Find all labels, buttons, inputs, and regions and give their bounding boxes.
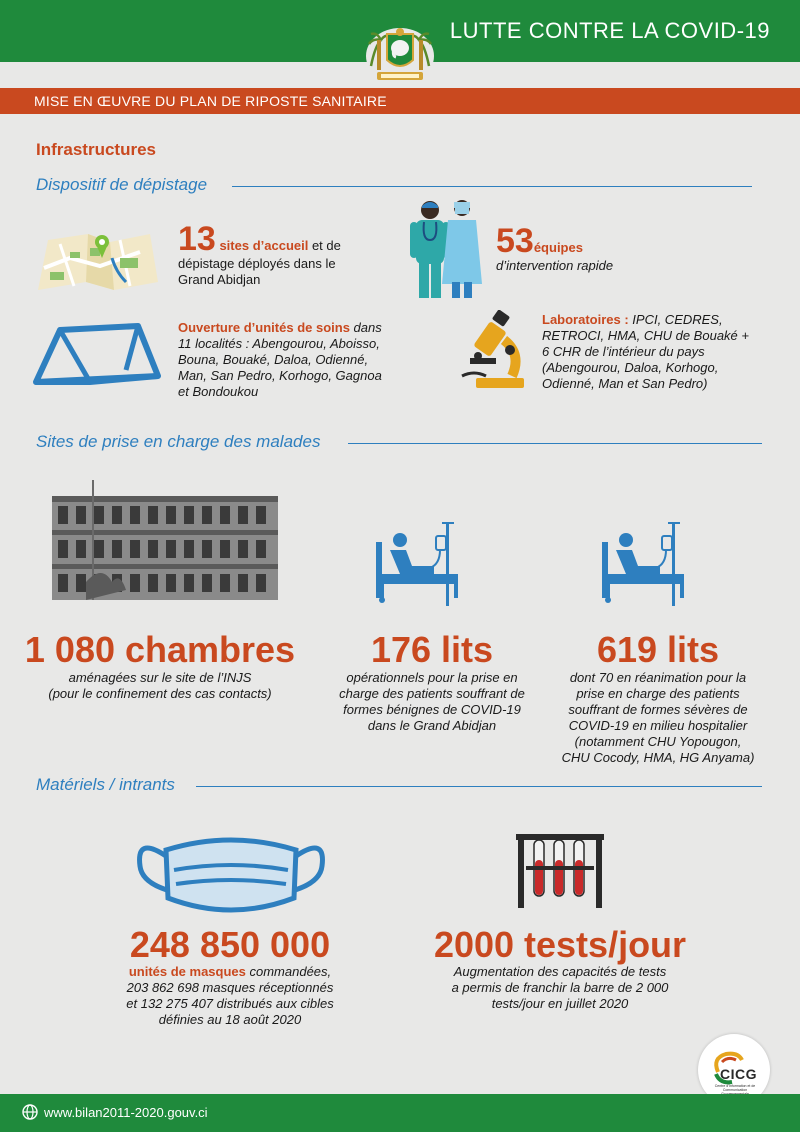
laboratoires-block — [542, 312, 782, 392]
test-tubes-icon — [514, 830, 606, 912]
lits176-line3: formes bénignes de COVID-19 — [343, 702, 521, 717]
tent-icon — [30, 320, 162, 388]
globe-icon — [22, 1104, 38, 1120]
lits176-block — [322, 630, 542, 734]
tests-line2: a permis de franchir la barre de 2 000 — [451, 980, 669, 995]
lits176-line2: charge des patients souffrant de — [339, 686, 525, 701]
equipes-line2: d’intervention rapide — [496, 258, 614, 273]
tests-block — [420, 926, 700, 1012]
chambres-block — [20, 630, 300, 702]
section-band — [0, 88, 800, 114]
lits619-line5: (notamment CHU Yopougon, — [574, 734, 742, 749]
sites-bold: sites d’accueil — [219, 238, 309, 253]
tests-line3: tests/jour en juillet 2020 — [491, 996, 629, 1011]
medical-staff-icon — [408, 196, 488, 304]
unites-line4: Man, San Pedro, Korhogo, Gagnoa — [178, 368, 382, 383]
materiels-heading: Matériels / intrants — [36, 775, 175, 794]
footer-url-link[interactable]: www.bilan2011-2020.gouv.ci — [44, 1105, 208, 1120]
lits619-line6: CHU Cocody, HMA, HG Anyama) — [561, 750, 755, 765]
laboratoires-line1: IPCI, CEDRES, — [628, 312, 723, 327]
equipes-number: 53 — [496, 222, 534, 260]
lits619-line2: prise en charge des patients — [576, 686, 740, 701]
unites-line2: 11 localités : Abengourou, Aboisso, — [178, 336, 380, 351]
lits619-line1: dont 70 en réanimation pour la — [569, 670, 747, 685]
unites-bold: Ouverture d’unités de soins — [178, 320, 350, 335]
prise-en-charge-heading: Sites de prise en charge des malades — [36, 432, 321, 451]
hospital-bed-icon — [372, 518, 468, 608]
laboratoires-bold: Laboratoires : — [542, 312, 629, 327]
lits619-number: 619 lits — [596, 629, 720, 670]
depistage-divider — [232, 186, 752, 187]
laboratoires-line4: (Abengourou, Daloa, Korhogo, — [542, 360, 719, 375]
lits619-line3: souffrant de formes sévères de — [568, 702, 748, 717]
laboratoires-line2: RETROCI, HMA, CHU de Bouaké + — [542, 328, 749, 343]
lits176-line1: opérationnels pour la prise en — [346, 670, 518, 685]
sites-line3: Grand Abidjan — [178, 272, 261, 287]
infrastructures-heading: Infrastructures — [36, 140, 156, 159]
equipes-bold: équipes — [533, 240, 583, 255]
lits619-block — [548, 630, 768, 766]
section-band-label: MISE EN ŒUVRE DU PLAN DE RIPOSTE SANITAIRE — [34, 93, 387, 109]
masques-bold: unités de masques — [128, 964, 246, 979]
bottom-bar — [0, 1094, 800, 1132]
equipes-block — [496, 224, 696, 274]
hospital-bed-icon-2 — [598, 518, 694, 608]
prise-en-charge-divider — [348, 443, 762, 444]
masques-line1: commandées, — [245, 964, 332, 979]
materiels-divider — [196, 786, 762, 787]
tests-line1: Augmentation des capacités de tests — [453, 964, 667, 979]
chambres-number: 1 080 chambres — [24, 629, 296, 670]
lits619-line4: COVID-19 en milieu hospitalier — [568, 718, 748, 733]
masques-line3: et 132 275 407 distribués aux cibles — [126, 996, 334, 1011]
tests-number: 2000 tests/jour — [433, 924, 687, 965]
map-icon — [30, 228, 160, 294]
unites-line3: Bouna, Bouaké, Daloa, Odienné, — [178, 352, 369, 367]
lits176-number: 176 lits — [370, 629, 494, 670]
sites-block — [178, 222, 378, 288]
unites-block — [178, 320, 418, 400]
cicg-logo-caption: Centre d’Information et de Communication — [714, 1084, 756, 1092]
masques-number: 248 850 000 — [129, 924, 331, 965]
masques-line4: définies au 18 août 2020 — [158, 1012, 302, 1027]
sites-line2: dépistage déployés dans le — [178, 256, 336, 271]
masques-block — [90, 926, 370, 1028]
laboratoires-line5: Odienné, Man et San Pedro) — [542, 376, 708, 391]
chambres-line1: aménagées sur le site de l’INJS — [68, 670, 252, 685]
microscope-icon — [460, 310, 532, 396]
page-title: LUTTE CONTRE LA COVID-19 — [449, 18, 770, 43]
masques-line2: 203 862 698 masques réceptionnés — [126, 980, 334, 995]
sites-number: 13 — [178, 220, 216, 258]
building-photo — [46, 478, 280, 608]
lits176-line4: dans le Grand Abidjan — [367, 718, 497, 733]
coat-of-arms-icon — [363, 26, 437, 86]
chambres-line2: (pour le confinement des cas contacts) — [48, 686, 272, 701]
face-mask-icon — [126, 826, 336, 922]
depistage-heading: Dispositif de dépistage — [36, 175, 208, 194]
cicg-logo-text: CICG — [720, 1066, 757, 1082]
sites-line1: et de — [308, 238, 341, 253]
laboratoires-line3: 6 CHR de l’intérieur du pays — [542, 344, 705, 359]
unites-line5: et Bondoukou — [178, 384, 259, 399]
unites-line1: dans — [349, 320, 382, 335]
